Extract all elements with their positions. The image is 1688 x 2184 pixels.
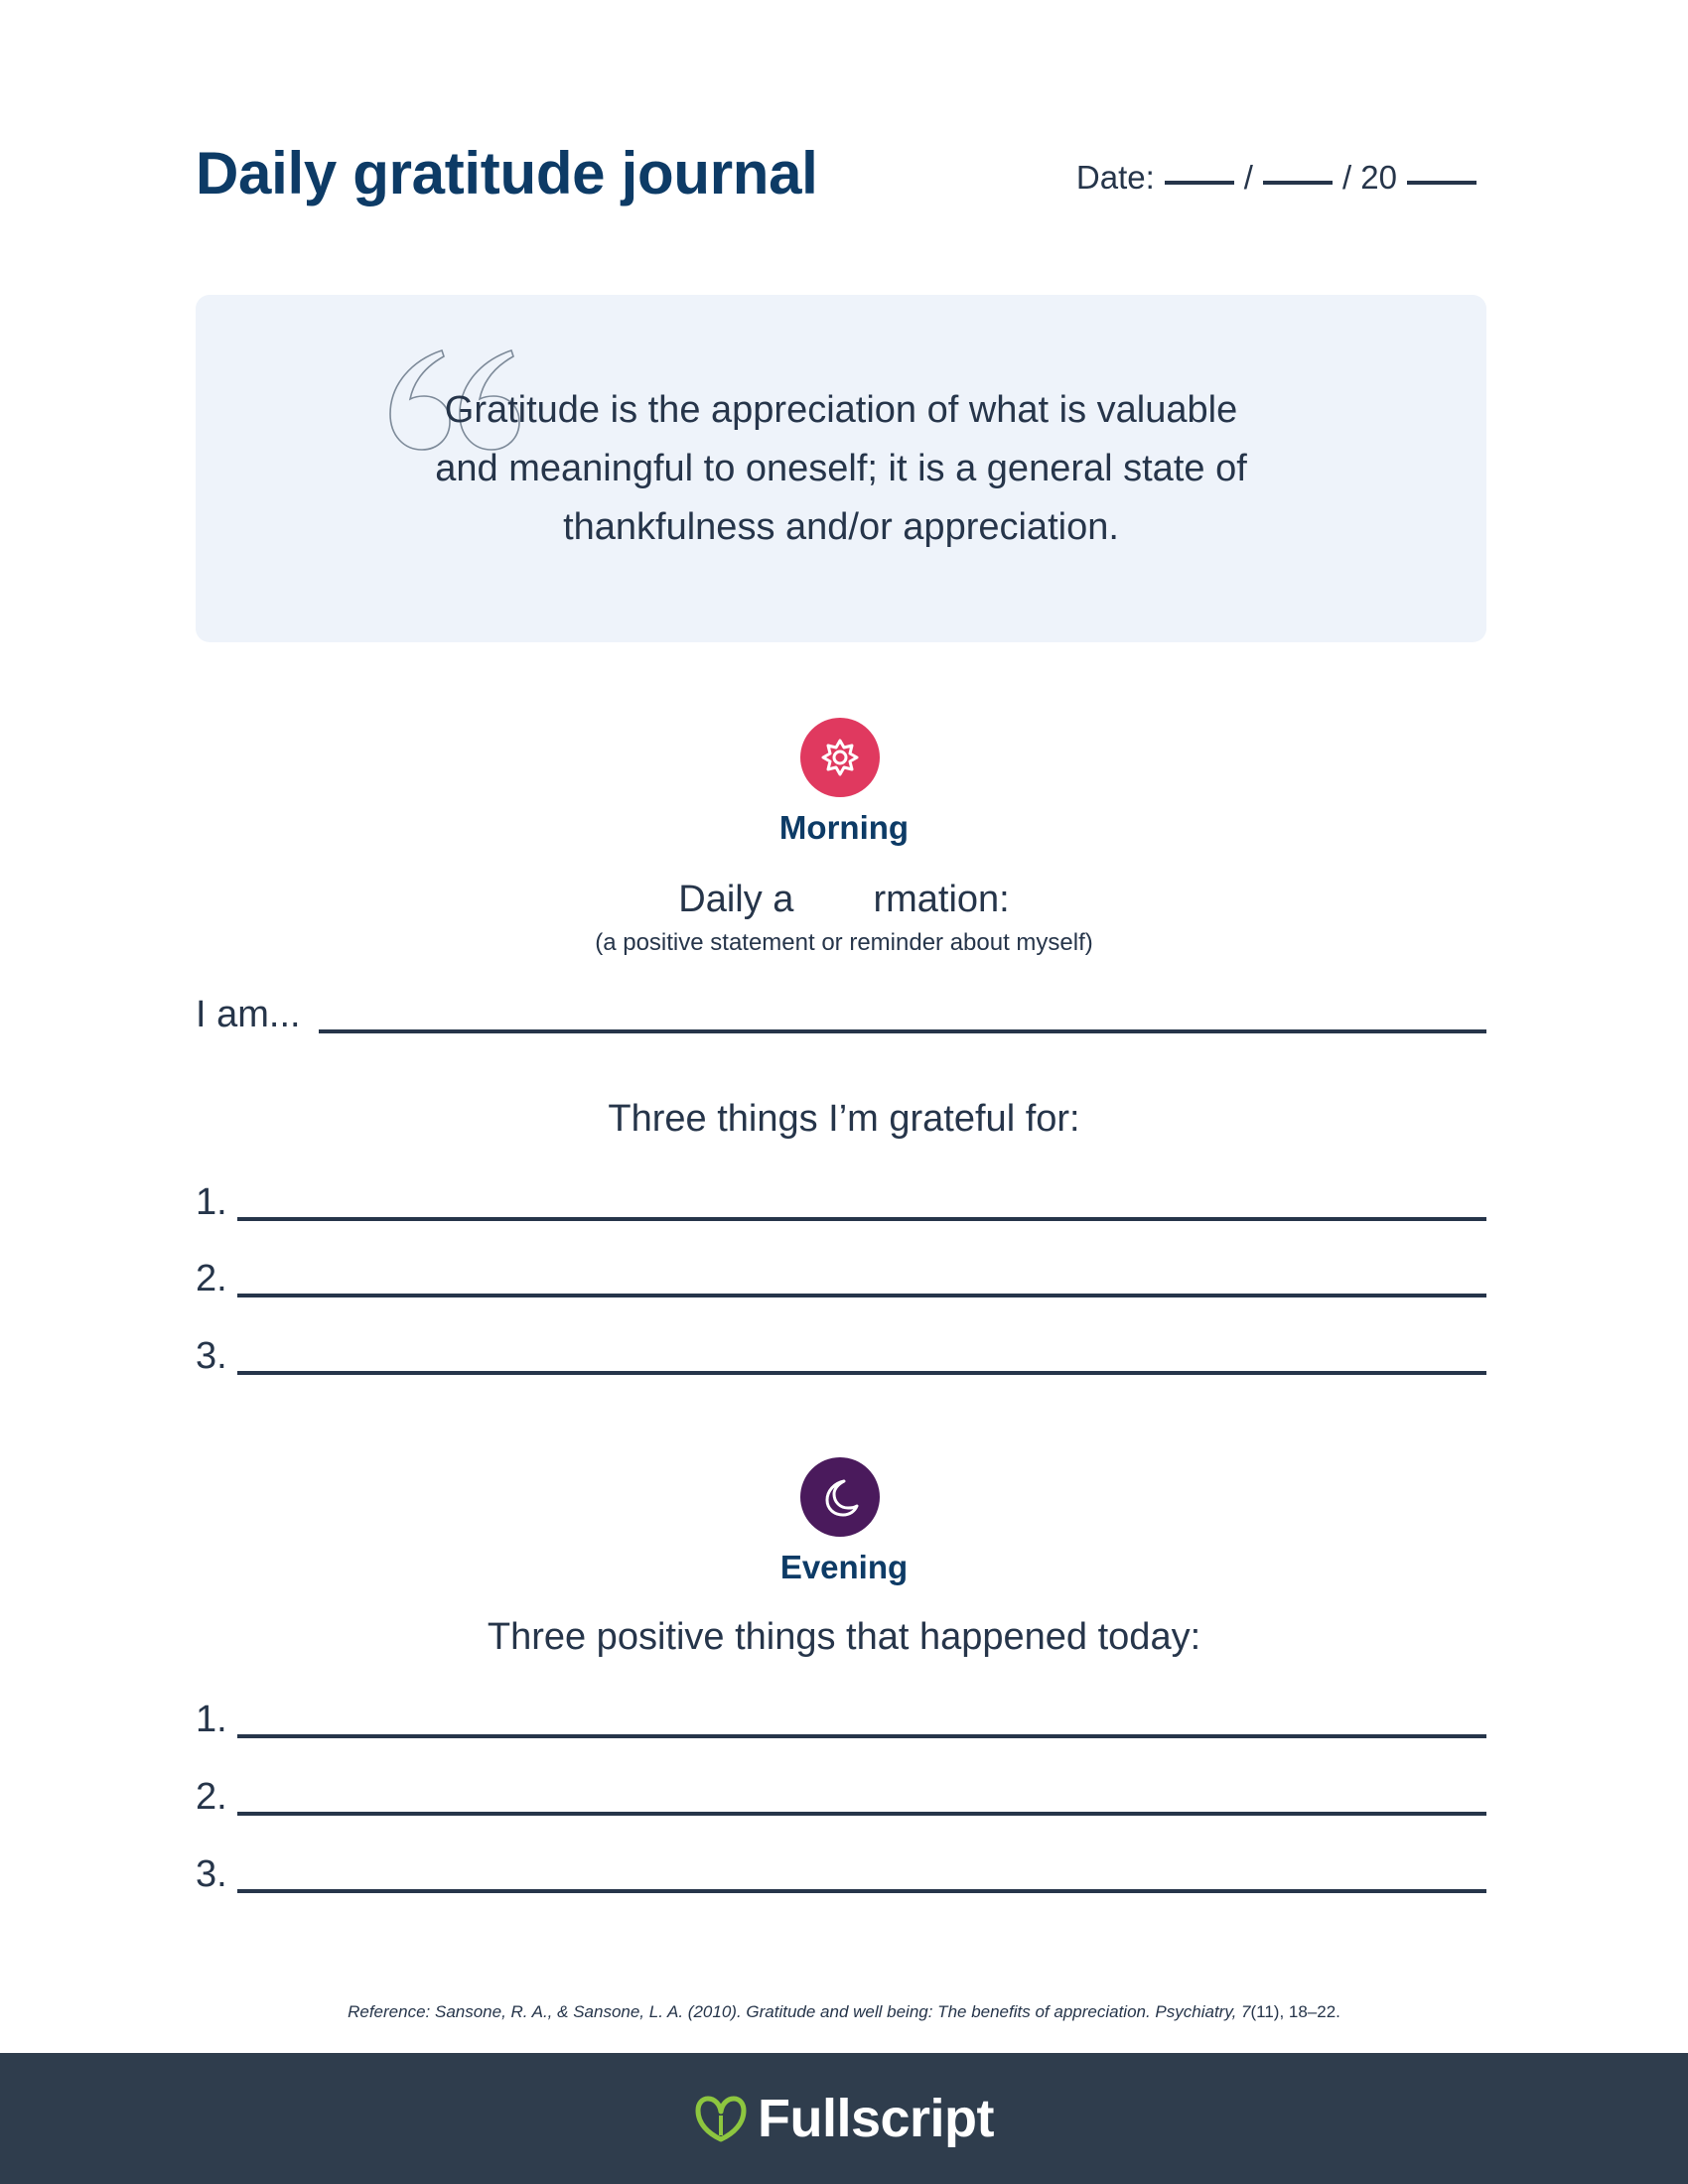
positive-row (196, 1766, 1486, 1816)
i-am-row (196, 984, 1486, 1033)
positive-write-line[interactable] (237, 1889, 1486, 1893)
page-title: Daily gratitude journal (196, 140, 818, 206)
brand-logo (694, 2088, 994, 2149)
date-day-blank[interactable] (1263, 181, 1333, 185)
affirmation-heading-end: rmation: (873, 879, 1010, 920)
grateful-row (196, 1325, 1486, 1375)
grateful-number: 3. (196, 1335, 227, 1377)
grateful-number: 2. (196, 1258, 227, 1299)
reference-citation (0, 2002, 1688, 2022)
grateful-number: 1. (196, 1181, 227, 1223)
moon-icon (800, 1457, 880, 1537)
date-year-blank[interactable] (1407, 181, 1477, 185)
positive-write-line[interactable] (237, 1734, 1486, 1738)
sun-flower-icon (816, 734, 864, 781)
date-month-blank[interactable] (1165, 181, 1234, 185)
affirmation-note: (a positive statement or reminder about myself) (595, 929, 1093, 956)
grateful-heading: Three things I’m grateful for: (608, 1098, 1080, 1140)
footer (0, 2053, 1688, 2184)
date-field (1076, 159, 1486, 197)
quote-text (345, 381, 1337, 557)
positive-write-line[interactable] (237, 1812, 1486, 1816)
date-year-prefix: / 20 (1341, 159, 1397, 196)
affirmation-heading (0, 879, 1688, 921)
reference-text: Reference: Sansone, R. A., & Sansone, L. A. (2010). Gratitude and well being: The benefits of appreciation. Psychiatry, 7 (348, 2002, 1251, 2021)
brand-name: Fullscript (757, 2089, 995, 2148)
positive-things-heading: Three positive things that happened today: (487, 1616, 1201, 1658)
positive-number: 3. (196, 1853, 227, 1895)
grateful-write-line[interactable] (237, 1217, 1486, 1221)
grateful-write-line[interactable] (237, 1371, 1486, 1375)
i-am-write-line[interactable] (319, 1029, 1486, 1033)
positive-row (196, 1843, 1486, 1893)
date-label: Date: (1075, 159, 1155, 196)
sun-icon (800, 718, 880, 797)
quote-box (196, 295, 1486, 642)
morning-title: Morning (778, 809, 910, 846)
grateful-row (196, 1248, 1486, 1297)
positive-row (196, 1689, 1486, 1738)
positive-number: 1. (196, 1699, 227, 1740)
quote-line-3: thankfulness and/or appreciation. (563, 506, 1119, 548)
quote-line-1: Gratitude is the appreciation of what is valuable (444, 389, 1238, 431)
reference-issue: (11), 18–22. (1250, 2002, 1340, 2021)
i-am-label: I am... (196, 994, 301, 1035)
affirmation-heading-start: Daily a (678, 879, 794, 920)
grateful-write-line[interactable] (237, 1294, 1486, 1297)
leaf-logo-icon (694, 2094, 748, 2143)
date-separator: / (1243, 159, 1253, 196)
evening-title: Evening (779, 1549, 909, 1585)
crescent-moon-icon (816, 1473, 864, 1521)
positive-number: 2. (196, 1776, 227, 1818)
grateful-row (196, 1171, 1486, 1221)
quote-line-2: and meaningful to oneself; it is a general state of (435, 448, 1247, 489)
